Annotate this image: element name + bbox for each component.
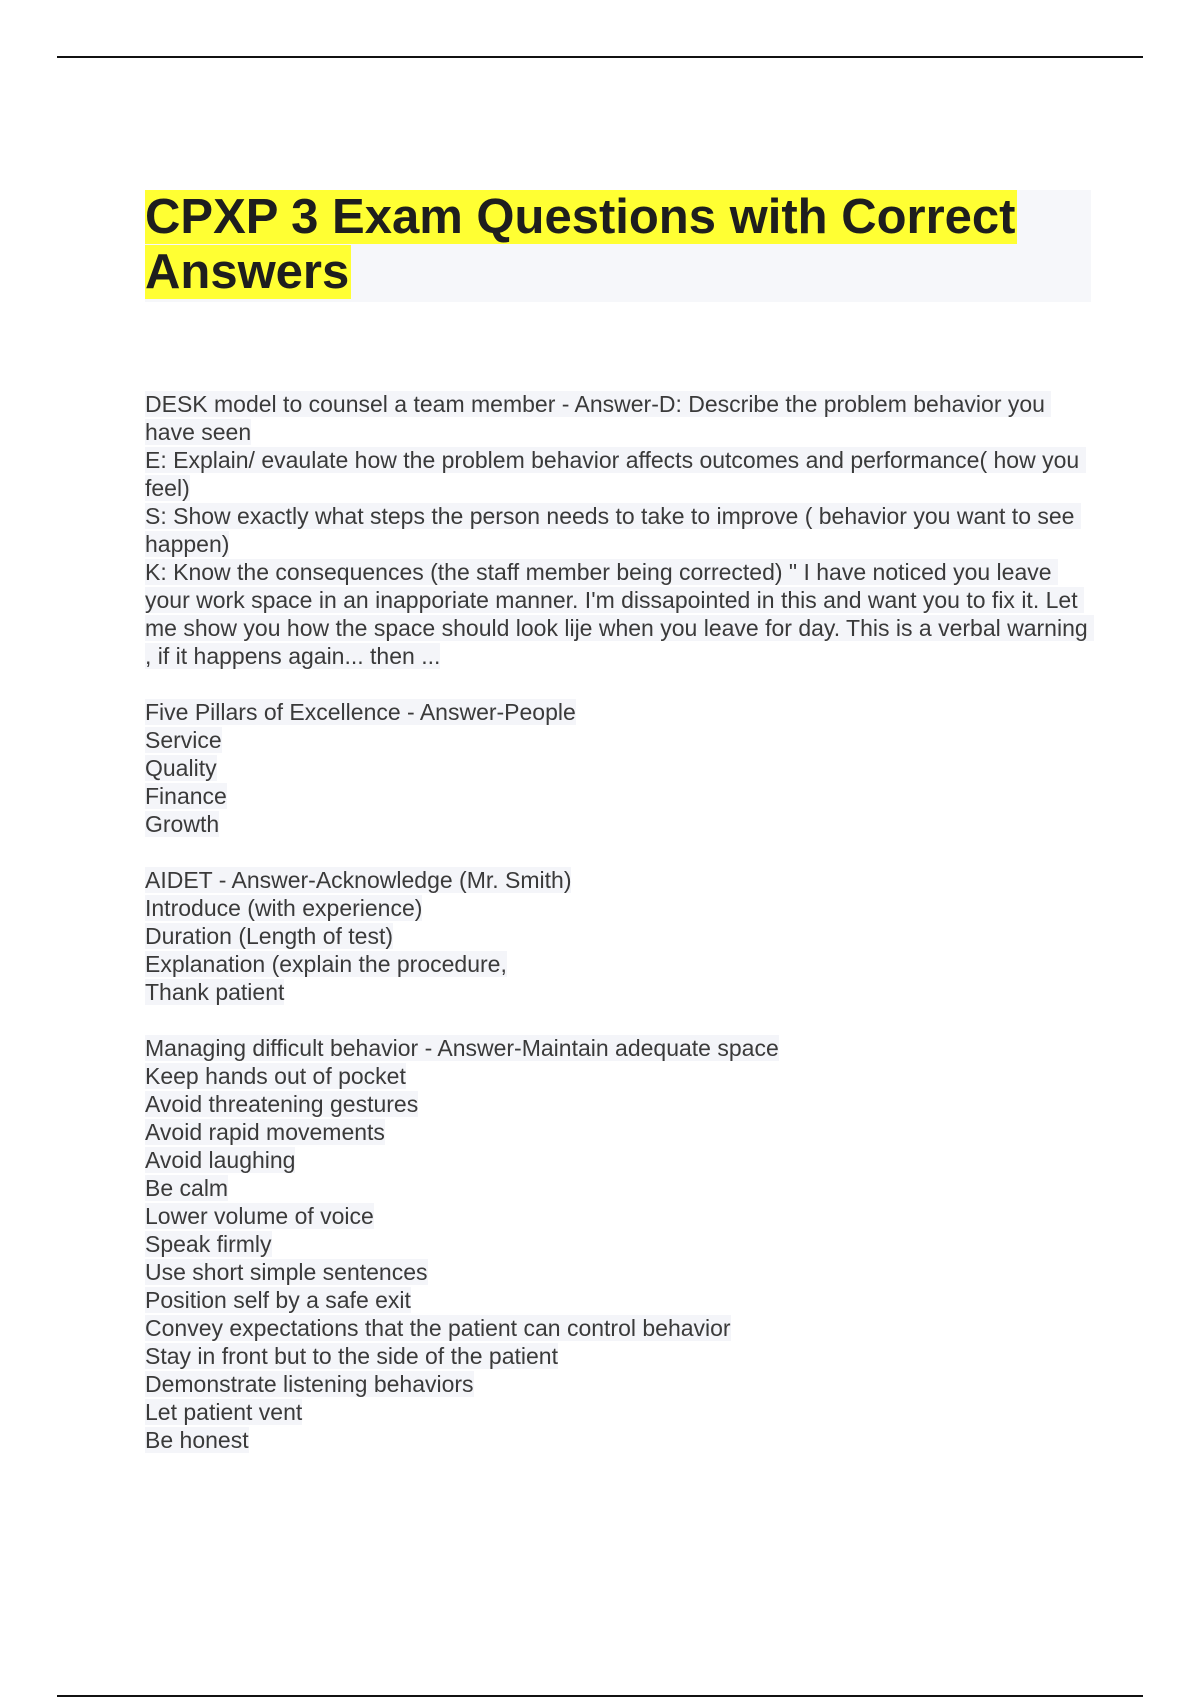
qa-line: Growth <box>145 811 220 837</box>
qa-line: DESK model to counsel a team member - Answer-D: Describe the problem behavior you have seen <box>145 391 1052 445</box>
qa-block-aidet <box>145 866 1090 1006</box>
bottom-divider <box>57 1695 1143 1697</box>
qa-line: S: Show exactly what steps the person needs to take to improve ( behavior you want to see happen) <box>145 503 1081 557</box>
qa-line: Duration (Length of test) <box>145 923 394 949</box>
qa-line: Lower volume of voice <box>145 1203 374 1229</box>
document-title <box>145 190 1091 300</box>
qa-line: Managing difficult behavior - Answer-Maintain adequate space <box>145 1035 779 1061</box>
qa-line: Introduce (with experience) <box>145 895 423 921</box>
qa-block-five-pillars <box>145 698 1090 838</box>
qa-line: E: Explain/ evaulate how the problem behavior affects outcomes and performance( how you feel) <box>145 447 1086 501</box>
qa-line: Avoid laughing <box>145 1147 296 1173</box>
qa-line: Finance <box>145 783 227 809</box>
qa-line: Thank patient <box>145 979 285 1005</box>
document-title-text: CPXP 3 Exam Questions with Correct Answers <box>145 190 1016 299</box>
qa-line: Five Pillars of Excellence - Answer-People <box>145 699 576 725</box>
qa-line: Avoid threatening gestures <box>145 1091 419 1117</box>
qa-line: AIDET - Answer-Acknowledge (Mr. Smith) <box>145 867 572 893</box>
document-body <box>145 390 1095 1482</box>
qa-line: Use short simple sentences <box>145 1259 428 1285</box>
qa-line: Service <box>145 727 222 753</box>
qa-line: Speak firmly <box>145 1231 272 1257</box>
qa-line: Keep hands out of pocket <box>145 1063 406 1089</box>
title-block <box>145 190 1091 302</box>
qa-line: K: Know the consequences (the staff member being corrected) " I have noticed you leave your work space in an inapporiate manner. I'm dissapointed in this and want you to fix it. Let me show you how the space should look lije when you leave for day. This is a verbal warning , if it happens again... then ... <box>145 559 1095 669</box>
qa-line: Be honest <box>145 1427 249 1453</box>
qa-line: Convey expectations that the patient can control behavior <box>145 1315 731 1341</box>
qa-block-desk-model <box>145 390 1095 670</box>
qa-line: Avoid rapid movements <box>145 1119 385 1145</box>
qa-line: Explanation (explain the procedure, <box>145 951 507 977</box>
qa-line: Be calm <box>145 1175 229 1201</box>
qa-line: Stay in front but to the side of the patient <box>145 1343 558 1369</box>
qa-line: Position self by a safe exit <box>145 1287 411 1313</box>
qa-line: Quality <box>145 755 217 781</box>
qa-line: Let patient vent <box>145 1399 303 1425</box>
top-divider <box>57 56 1143 58</box>
qa-line: Demonstrate listening behaviors <box>145 1371 474 1397</box>
qa-block-managing-difficult-behavior <box>145 1034 1090 1454</box>
